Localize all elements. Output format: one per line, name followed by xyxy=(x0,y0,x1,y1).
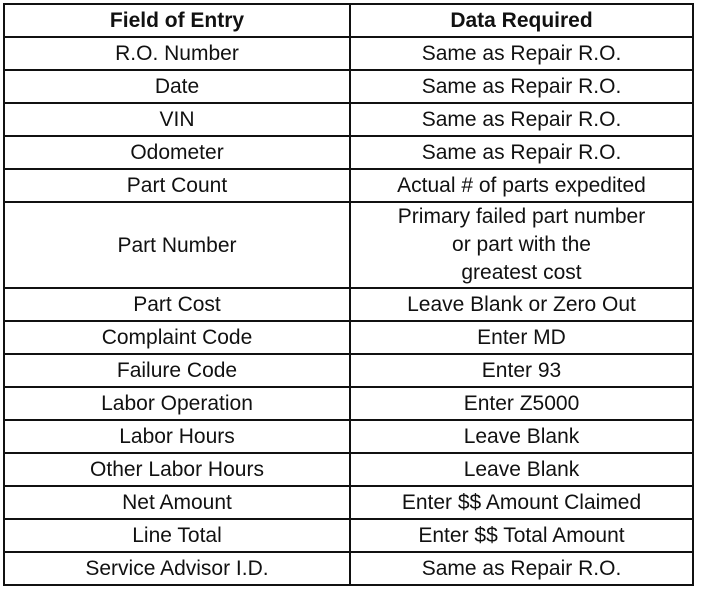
table-row xyxy=(4,288,693,321)
field-cell: Other Labor Hours xyxy=(4,453,350,486)
field-cell: Service Advisor I.D. xyxy=(4,552,350,585)
table-row xyxy=(4,136,693,169)
header-data-required: Data Required xyxy=(350,4,693,37)
data-cell: Actual # of parts expedited xyxy=(350,169,693,202)
data-cell xyxy=(350,202,693,288)
data-cell: Enter 93 xyxy=(350,354,693,387)
field-cell: R.O. Number xyxy=(4,37,350,70)
table-row xyxy=(4,169,693,202)
data-cell: Leave Blank xyxy=(350,420,693,453)
table-row xyxy=(4,486,693,519)
field-cell: Complaint Code xyxy=(4,321,350,354)
field-cell: Labor Operation xyxy=(4,387,350,420)
entry-requirements-table xyxy=(3,3,694,586)
table-row xyxy=(4,354,693,387)
data-cell: Enter $$ Total Amount xyxy=(350,519,693,552)
data-cell: Leave Blank xyxy=(350,453,693,486)
field-cell: Part Number xyxy=(4,202,350,288)
data-cell: Same as Repair R.O. xyxy=(350,37,693,70)
data-cell: Leave Blank or Zero Out xyxy=(350,288,693,321)
table-row xyxy=(4,103,693,136)
data-cell: Same as Repair R.O. xyxy=(350,552,693,585)
data-cell: Same as Repair R.O. xyxy=(350,103,693,136)
table-row xyxy=(4,420,693,453)
table-row xyxy=(4,387,693,420)
table-row xyxy=(4,70,693,103)
table-row xyxy=(4,37,693,70)
table-row xyxy=(4,519,693,552)
table-row xyxy=(4,552,693,585)
header-row xyxy=(4,4,693,37)
data-cell: Enter $$ Amount Claimed xyxy=(350,486,693,519)
data-cell: Same as Repair R.O. xyxy=(350,136,693,169)
table-row xyxy=(4,453,693,486)
data-cell: Same as Repair R.O. xyxy=(350,70,693,103)
multiline-data-text: Primary failed part number or part with the greatest cost xyxy=(397,205,646,284)
header-field-of-entry: Field of Entry xyxy=(4,4,350,37)
field-cell: Date xyxy=(4,70,350,103)
data-cell: Enter Z5000 xyxy=(350,387,693,420)
field-cell: Part Count xyxy=(4,169,350,202)
field-cell: VIN xyxy=(4,103,350,136)
field-cell: Odometer xyxy=(4,136,350,169)
field-cell: Line Total xyxy=(4,519,350,552)
field-cell: Net Amount xyxy=(4,486,350,519)
field-cell: Part Cost xyxy=(4,288,350,321)
field-cell: Labor Hours xyxy=(4,420,350,453)
field-cell: Failure Code xyxy=(4,354,350,387)
table-row xyxy=(4,321,693,354)
data-cell: Enter MD xyxy=(350,321,693,354)
table-row xyxy=(4,202,693,288)
